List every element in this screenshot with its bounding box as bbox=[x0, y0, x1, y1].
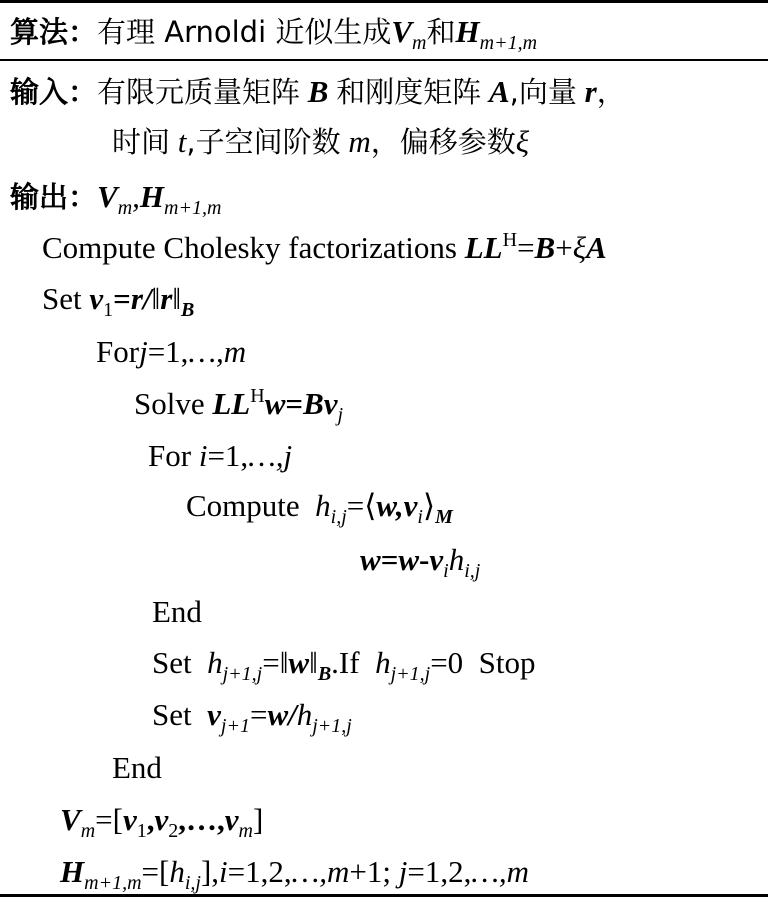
norm-open: =‖ bbox=[262, 645, 289, 680]
matrix-b: B bbox=[307, 74, 329, 109]
v-sub: i bbox=[417, 506, 423, 528]
v-symbol: v bbox=[207, 697, 221, 732]
v-sub: 1 bbox=[103, 299, 114, 321]
ellipsis: ,…, bbox=[178, 802, 225, 837]
stop-text: Stop bbox=[478, 645, 536, 680]
i-range: =1,2, bbox=[227, 854, 292, 889]
vm-symbol: v bbox=[224, 802, 239, 837]
ellipsis-2: …, bbox=[471, 854, 507, 889]
input-text-2: 和刚度矩阵 bbox=[336, 75, 482, 109]
inner-sub: M bbox=[435, 506, 453, 528]
equals: = bbox=[113, 281, 131, 316]
h-matrix: H bbox=[60, 854, 85, 889]
algorithm-title bbox=[10, 12, 537, 52]
w-symbol: w bbox=[376, 488, 396, 523]
h-matrix-sub: m+1,m bbox=[84, 872, 142, 894]
h-sub-2: j+1,j bbox=[390, 663, 431, 685]
v-symbol: v bbox=[429, 542, 444, 577]
v-symbol: v bbox=[323, 386, 338, 421]
set-text: Set bbox=[42, 281, 82, 316]
i-symbol: i bbox=[198, 438, 208, 473]
j-range: =1,2, bbox=[407, 854, 472, 889]
h-sub: j+1,j bbox=[222, 663, 263, 685]
output-line bbox=[10, 177, 221, 217]
output-h: H bbox=[139, 179, 165, 214]
h-sub: i,j bbox=[184, 872, 201, 894]
norm-close: ‖ bbox=[309, 645, 318, 680]
step-set-h bbox=[152, 643, 536, 683]
h-symbol: h bbox=[169, 854, 185, 889]
inner-close: ⟩ bbox=[422, 488, 436, 523]
input-text-4: ， bbox=[596, 75, 626, 109]
and-text: 和 bbox=[426, 15, 456, 49]
time-t: t bbox=[177, 124, 187, 159]
equals: = bbox=[249, 697, 268, 732]
ellipsis: …, bbox=[291, 854, 327, 889]
step-h-assign bbox=[60, 852, 529, 892]
h-symbol: h bbox=[448, 542, 465, 577]
for-text: For bbox=[96, 334, 140, 369]
solve-text: Solve bbox=[134, 386, 205, 421]
v-matrix: V bbox=[60, 802, 81, 837]
step-v-assign bbox=[60, 800, 263, 840]
h-sub: i,j bbox=[464, 560, 481, 582]
close-bracket: ], bbox=[200, 854, 220, 889]
m-symbol-2: m bbox=[506, 854, 530, 889]
xi-symbol: ξ bbox=[572, 230, 586, 265]
v-symbol: V bbox=[391, 14, 413, 49]
slash: / bbox=[288, 697, 297, 732]
v-symbol: v bbox=[89, 281, 104, 316]
step-end-outer bbox=[112, 748, 162, 788]
output-v-sub: m bbox=[117, 197, 133, 219]
step-update-w bbox=[360, 540, 480, 580]
order-m: m bbox=[348, 124, 371, 159]
w-symbol: w bbox=[267, 697, 289, 732]
input-text-6: ,子空间阶数 bbox=[186, 125, 341, 159]
set-text: Set bbox=[152, 697, 192, 732]
set-text: Set bbox=[152, 645, 192, 680]
i-symbol: i bbox=[219, 854, 228, 889]
output-h-sub: m+1,m bbox=[164, 197, 222, 219]
input-line-1 bbox=[10, 72, 626, 112]
algorithm-label: 算法： bbox=[10, 15, 98, 49]
v-subscript: m bbox=[412, 32, 427, 54]
w-symbol: w bbox=[264, 386, 286, 421]
m-symbol: m bbox=[326, 854, 350, 889]
ellipsis: …, bbox=[188, 334, 224, 369]
output-comma: , bbox=[132, 179, 140, 214]
input-text-1: 有限元质量矩阵 bbox=[97, 75, 301, 109]
a-symbol: A bbox=[586, 230, 607, 265]
h-subscript: m+1,m bbox=[479, 32, 538, 54]
b-symbol: B bbox=[303, 386, 324, 421]
step-solve bbox=[134, 384, 343, 424]
ll-symbol: LL bbox=[464, 230, 503, 265]
v-matrix-sub: m bbox=[80, 820, 96, 842]
norm-open: ‖ bbox=[151, 281, 161, 316]
j-symbol: j bbox=[283, 438, 293, 473]
v1-sub: 1 bbox=[136, 820, 147, 842]
h-symbol: H bbox=[455, 14, 480, 49]
h-symbol: h bbox=[296, 697, 313, 732]
v-sub: i bbox=[443, 560, 449, 582]
input-text-5: 时间 bbox=[112, 125, 171, 159]
compute-text: Compute bbox=[186, 488, 300, 523]
cholesky-text: Compute Cholesky factorizations bbox=[42, 230, 457, 265]
norm-sub: B bbox=[317, 663, 332, 685]
close-bracket: ] bbox=[252, 802, 264, 837]
step-for-i bbox=[148, 436, 292, 476]
b-symbol: B bbox=[534, 230, 556, 265]
hermitian-sup: H bbox=[502, 229, 518, 251]
input-text-7: ，偏移参数 bbox=[370, 125, 516, 159]
w-symbol: w bbox=[288, 645, 310, 680]
output-label: 输出： bbox=[10, 180, 98, 214]
step-for-j bbox=[96, 332, 246, 372]
h-sub: i,j bbox=[330, 506, 347, 528]
w-symbol: w bbox=[360, 542, 381, 577]
norm-sub: B bbox=[181, 299, 195, 321]
equals: = bbox=[517, 230, 535, 265]
hermitian-sup: H bbox=[250, 385, 265, 407]
top-rule bbox=[0, 0, 768, 3]
comma: , bbox=[395, 488, 404, 523]
slash: / bbox=[142, 281, 152, 316]
m-symbol: m bbox=[223, 334, 247, 369]
r-symbol: r bbox=[130, 281, 143, 316]
norm-close: ‖ bbox=[172, 281, 182, 316]
bottom-rule bbox=[0, 894, 768, 897]
comma-1: , bbox=[146, 802, 155, 837]
ellipsis: …, bbox=[248, 438, 284, 473]
if-text: .If bbox=[331, 645, 360, 680]
v2-sub: 2 bbox=[168, 820, 179, 842]
r-symbol-2: r bbox=[160, 281, 173, 316]
j-symbol: j bbox=[398, 854, 408, 889]
step-set-v1 bbox=[42, 279, 194, 319]
range-start: =1, bbox=[147, 334, 189, 369]
v-sub: j bbox=[337, 404, 344, 426]
end-text: End bbox=[112, 750, 162, 785]
j-symbol: j bbox=[139, 334, 148, 369]
equals-bracket: =[ bbox=[95, 802, 123, 837]
range-start: =1, bbox=[207, 438, 249, 473]
step-compute-h bbox=[186, 486, 453, 526]
v-symbol: v bbox=[403, 488, 418, 523]
w-symbol-2: w bbox=[398, 542, 420, 577]
algorithm-title-text: 有理 Arnoldi 近似生成 bbox=[97, 15, 392, 49]
h-symbol: h bbox=[315, 488, 331, 523]
ll-symbol: LL bbox=[212, 386, 251, 421]
h-sub: j+1,j bbox=[312, 715, 352, 737]
input-text-3: ,向量 bbox=[509, 75, 577, 109]
vector-r: r bbox=[584, 74, 597, 109]
step-end-inner bbox=[152, 592, 202, 632]
step-cholesky bbox=[42, 228, 607, 268]
i-range-end: +1; bbox=[349, 854, 391, 889]
input-label: 输入： bbox=[10, 75, 98, 109]
v1-symbol: v bbox=[122, 802, 137, 837]
matrix-a: A bbox=[488, 74, 510, 109]
end-text: End bbox=[152, 594, 202, 629]
output-v: V bbox=[97, 179, 118, 214]
shift-xi: ξ bbox=[515, 124, 530, 159]
h-symbol-2: h bbox=[375, 645, 391, 680]
vm-sub: m bbox=[238, 820, 253, 842]
inner-open: =⟨ bbox=[346, 488, 377, 523]
for-text: For bbox=[148, 438, 192, 473]
h-symbol: h bbox=[207, 645, 223, 680]
equals-bracket: =[ bbox=[141, 854, 170, 889]
header-rule bbox=[0, 59, 768, 61]
equals-zero: =0 bbox=[430, 645, 464, 680]
input-line-2 bbox=[112, 122, 529, 162]
step-set-vnext bbox=[152, 695, 352, 735]
equals: = bbox=[380, 542, 399, 577]
v-sub: j+1 bbox=[220, 715, 250, 737]
minus: - bbox=[419, 542, 430, 577]
v2-symbol: v bbox=[154, 802, 169, 837]
plus: + bbox=[555, 230, 573, 265]
equals: = bbox=[285, 386, 304, 421]
